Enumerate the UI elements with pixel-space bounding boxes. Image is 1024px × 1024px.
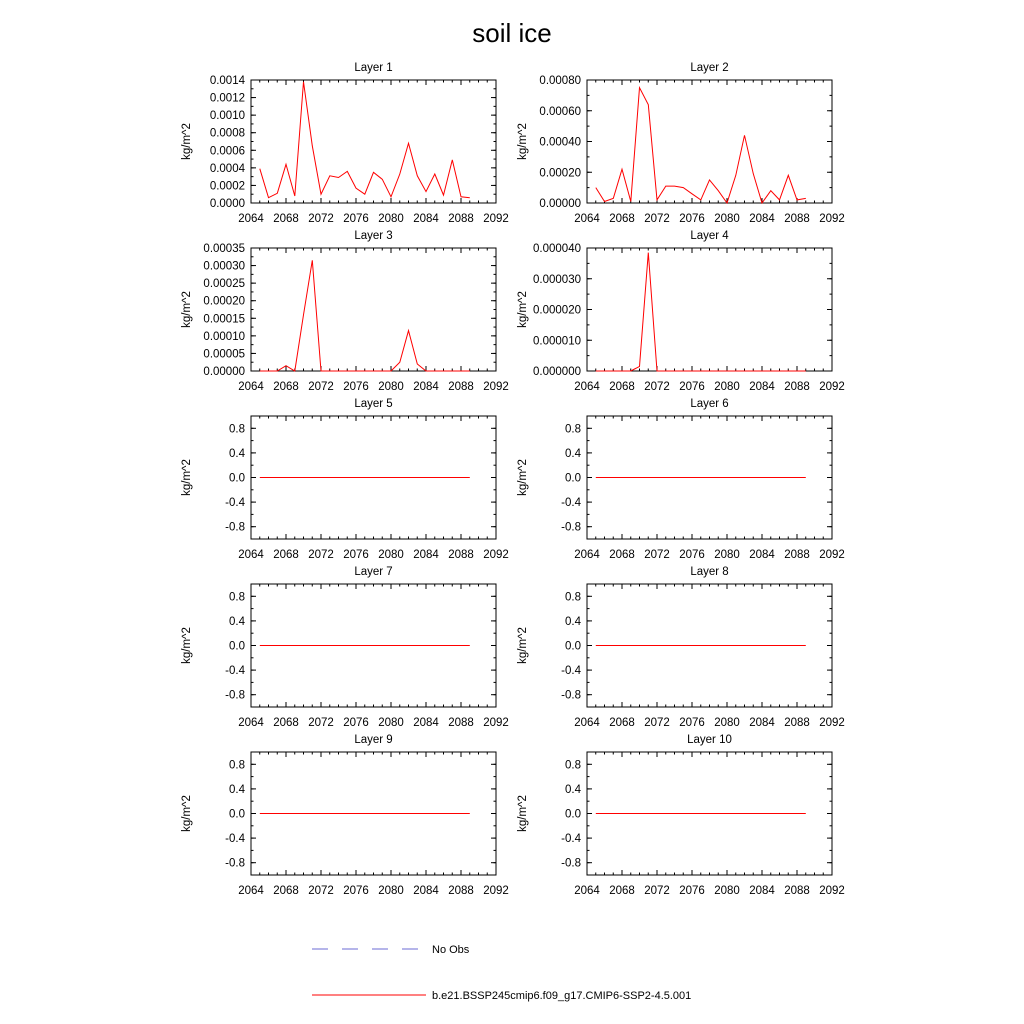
panel-layer-6 <box>517 398 845 561</box>
x-tick-label: 2068 <box>273 381 299 393</box>
y-tick-label: 0.00000 <box>203 366 245 378</box>
y-tick-label: 0.4 <box>229 783 245 796</box>
panel-title: Layer 10 <box>687 734 732 746</box>
y-tick-label: 0.0002 <box>209 180 245 193</box>
x-tick-label: 2064 <box>574 549 600 561</box>
x-tick-label: 2088 <box>448 717 474 729</box>
panel-title: Layer 4 <box>690 230 729 242</box>
plot-frame <box>587 80 832 203</box>
y-tick-label: 0.0 <box>229 808 245 821</box>
y-tick-label: 0.0 <box>565 808 581 821</box>
y-tick-label: 0.0012 <box>209 92 245 105</box>
y-tick-label: -0.8 <box>225 857 245 870</box>
panel-title: Layer 6 <box>690 398 729 410</box>
x-tick-label: 2088 <box>448 381 474 393</box>
y-tick-label: -0.4 <box>561 833 581 846</box>
x-tick-label: 2072 <box>308 213 334 225</box>
x-tick-label: 2092 <box>819 549 845 561</box>
y-tick-label: 0.0008 <box>209 127 245 140</box>
y-tick-label: -0.8 <box>225 689 245 702</box>
figure-title: soil ice <box>472 18 552 48</box>
y-tick-label: 0.0004 <box>209 162 245 175</box>
y-axis-label: kg/m^2 <box>181 291 193 328</box>
y-tick-label: 0.4 <box>565 783 581 796</box>
y-axis-label: kg/m^2 <box>517 459 529 496</box>
y-axis-label: kg/m^2 <box>181 123 193 160</box>
y-tick-label: -0.4 <box>225 497 245 510</box>
y-tick-label: -0.4 <box>561 497 581 510</box>
y-tick-label: 0.00060 <box>539 105 581 118</box>
y-tick-label: 0.0014 <box>209 75 245 87</box>
x-tick-label: 2072 <box>644 213 670 225</box>
x-tick-label: 2072 <box>644 549 670 561</box>
y-tick-label: 0.00000 <box>539 198 581 210</box>
y-tick-label: 0.000040 <box>533 243 581 255</box>
legend <box>312 944 691 1002</box>
x-tick-label: 2076 <box>343 885 369 897</box>
panel-grid <box>181 62 845 897</box>
x-tick-label: 2080 <box>378 885 404 897</box>
x-tick-label: 2068 <box>609 717 635 729</box>
x-tick-label: 2068 <box>609 381 635 393</box>
y-tick-label: 0.4 <box>565 447 581 460</box>
y-tick-label: 0.0000 <box>209 198 245 210</box>
x-tick-label: 2088 <box>784 381 810 393</box>
y-tick-label: 0.00015 <box>203 313 245 326</box>
y-tick-label: 0.8 <box>229 591 245 604</box>
y-tick-label: -0.8 <box>561 857 581 870</box>
x-tick-label: 2084 <box>749 381 775 393</box>
y-tick-label: 0.8 <box>565 591 581 604</box>
x-tick-label: 2084 <box>413 717 439 729</box>
y-tick-label: -0.4 <box>561 665 581 678</box>
panel-layer-10 <box>517 734 845 897</box>
x-tick-label: 2072 <box>308 549 334 561</box>
panel-layer-9 <box>181 734 509 897</box>
y-tick-label: 0.00025 <box>203 278 245 291</box>
x-tick-label: 2084 <box>413 381 439 393</box>
x-tick-label: 2088 <box>784 885 810 897</box>
y-tick-label: -0.4 <box>225 665 245 678</box>
x-tick-label: 2080 <box>714 381 740 393</box>
y-tick-label: 0.00030 <box>203 260 245 273</box>
x-tick-label: 2092 <box>483 885 509 897</box>
y-tick-label: 0.8 <box>565 423 581 436</box>
panel-title: Layer 1 <box>354 62 393 74</box>
y-tick-label: 0.000010 <box>533 335 581 348</box>
x-tick-label: 2092 <box>483 717 509 729</box>
y-tick-label: 0.8 <box>565 759 581 772</box>
y-tick-label: 0.000000 <box>533 366 581 378</box>
x-tick-label: 2068 <box>273 717 299 729</box>
series-line <box>596 88 806 203</box>
x-tick-label: 2064 <box>574 717 600 729</box>
x-tick-label: 2068 <box>273 213 299 225</box>
x-tick-label: 2072 <box>644 717 670 729</box>
x-tick-label: 2084 <box>749 717 775 729</box>
x-tick-label: 2088 <box>448 213 474 225</box>
y-axis-label: kg/m^2 <box>517 627 529 664</box>
x-tick-label: 2068 <box>273 885 299 897</box>
legend-label-model: b.e21.BSSP245cmip6.f09_g17.CMIP6-SSP2-4.5.001 <box>432 990 692 1002</box>
panel-title: Layer 7 <box>354 566 393 578</box>
x-tick-label: 2072 <box>644 381 670 393</box>
x-tick-label: 2080 <box>378 717 404 729</box>
x-tick-label: 2064 <box>574 381 600 393</box>
y-axis-label: kg/m^2 <box>181 459 193 496</box>
x-tick-label: 2080 <box>714 717 740 729</box>
y-tick-label: 0.00080 <box>539 75 581 87</box>
y-axis-label: kg/m^2 <box>181 627 193 664</box>
x-tick-label: 2080 <box>714 549 740 561</box>
x-tick-label: 2080 <box>378 549 404 561</box>
x-tick-label: 2072 <box>308 381 334 393</box>
y-tick-label: 0.0 <box>565 472 581 485</box>
plot-frame <box>251 80 496 203</box>
y-tick-label: -0.8 <box>561 521 581 534</box>
y-tick-label: 0.4 <box>229 615 245 628</box>
x-tick-label: 2084 <box>749 549 775 561</box>
x-tick-label: 2064 <box>574 885 600 897</box>
x-tick-label: 2080 <box>714 885 740 897</box>
y-axis-label: kg/m^2 <box>181 795 193 832</box>
panel-title: Layer 9 <box>354 734 393 746</box>
panel-layer-2 <box>517 62 845 225</box>
panel-title: Layer 2 <box>690 62 729 74</box>
x-tick-label: 2092 <box>819 717 845 729</box>
x-tick-label: 2068 <box>609 885 635 897</box>
x-tick-label: 2072 <box>644 885 670 897</box>
series-line <box>260 260 470 371</box>
x-tick-label: 2064 <box>238 381 264 393</box>
x-tick-label: 2076 <box>679 885 705 897</box>
x-tick-label: 2084 <box>413 885 439 897</box>
x-tick-label: 2080 <box>714 213 740 225</box>
y-tick-label: 0.0 <box>229 472 245 485</box>
x-tick-label: 2092 <box>819 885 845 897</box>
x-tick-label: 2080 <box>378 381 404 393</box>
x-tick-label: 2088 <box>784 717 810 729</box>
x-tick-label: 2088 <box>784 549 810 561</box>
x-tick-label: 2084 <box>749 213 775 225</box>
y-axis-label: kg/m^2 <box>517 291 529 328</box>
plot-frame <box>587 248 832 371</box>
y-tick-label: 0.8 <box>229 423 245 436</box>
y-tick-label: 0.4 <box>565 615 581 628</box>
y-tick-label: 0.000030 <box>533 273 581 286</box>
y-tick-label: 0.00005 <box>203 348 245 361</box>
x-tick-label: 2092 <box>483 549 509 561</box>
x-tick-label: 2076 <box>679 213 705 225</box>
y-tick-label: 0.0006 <box>209 145 245 158</box>
y-tick-label: 0.00040 <box>539 136 581 149</box>
x-tick-label: 2092 <box>483 381 509 393</box>
y-tick-label: 0.00010 <box>203 330 245 343</box>
x-tick-label: 2076 <box>343 381 369 393</box>
x-tick-label: 2072 <box>308 717 334 729</box>
x-tick-label: 2064 <box>238 549 264 561</box>
y-tick-label: 0.8 <box>229 759 245 772</box>
x-tick-label: 2092 <box>819 381 845 393</box>
x-tick-label: 2076 <box>343 549 369 561</box>
x-tick-label: 2080 <box>378 213 404 225</box>
y-tick-label: 0.0 <box>565 640 581 653</box>
x-tick-label: 2076 <box>679 381 705 393</box>
y-tick-label: 0.000020 <box>533 304 581 317</box>
series-line <box>596 253 806 371</box>
x-tick-label: 2068 <box>609 549 635 561</box>
series-line <box>260 82 470 198</box>
panel-layer-7 <box>181 566 509 729</box>
panel-layer-3 <box>181 230 509 393</box>
y-tick-label: -0.8 <box>225 521 245 534</box>
x-tick-label: 2092 <box>483 213 509 225</box>
y-tick-label: 0.4 <box>229 447 245 460</box>
y-tick-label: -0.8 <box>561 689 581 702</box>
y-axis-label: kg/m^2 <box>517 123 529 160</box>
y-tick-label: 0.00020 <box>539 167 581 180</box>
y-tick-label: 0.0 <box>229 640 245 653</box>
panel-title: Layer 3 <box>354 230 393 242</box>
legend-label-no-obs: No Obs <box>432 944 470 956</box>
x-tick-label: 2076 <box>343 717 369 729</box>
panel-title: Layer 8 <box>690 566 729 578</box>
x-tick-label: 2092 <box>819 213 845 225</box>
y-axis-label: kg/m^2 <box>517 795 529 832</box>
x-tick-label: 2076 <box>343 213 369 225</box>
x-tick-label: 2064 <box>238 885 264 897</box>
y-tick-label: -0.4 <box>225 833 245 846</box>
x-tick-label: 2064 <box>574 213 600 225</box>
y-tick-label: 0.0010 <box>209 110 245 123</box>
x-tick-label: 2068 <box>609 213 635 225</box>
x-tick-label: 2084 <box>749 885 775 897</box>
x-tick-label: 2084 <box>413 549 439 561</box>
x-tick-label: 2076 <box>679 549 705 561</box>
plot-frame <box>251 248 496 371</box>
y-tick-label: 0.00035 <box>203 243 245 255</box>
x-tick-label: 2064 <box>238 213 264 225</box>
x-tick-label: 2084 <box>413 213 439 225</box>
x-tick-label: 2088 <box>448 549 474 561</box>
x-tick-label: 2088 <box>448 885 474 897</box>
x-tick-label: 2064 <box>238 717 264 729</box>
panel-layer-8 <box>517 566 845 729</box>
x-tick-label: 2072 <box>308 885 334 897</box>
x-tick-label: 2088 <box>784 213 810 225</box>
panel-layer-4 <box>517 230 845 393</box>
y-tick-label: 0.00020 <box>203 295 245 308</box>
panel-layer-5 <box>181 398 509 561</box>
x-tick-label: 2068 <box>273 549 299 561</box>
panel-title: Layer 5 <box>354 398 393 410</box>
x-tick-label: 2076 <box>679 717 705 729</box>
panel-layer-1 <box>181 62 509 225</box>
